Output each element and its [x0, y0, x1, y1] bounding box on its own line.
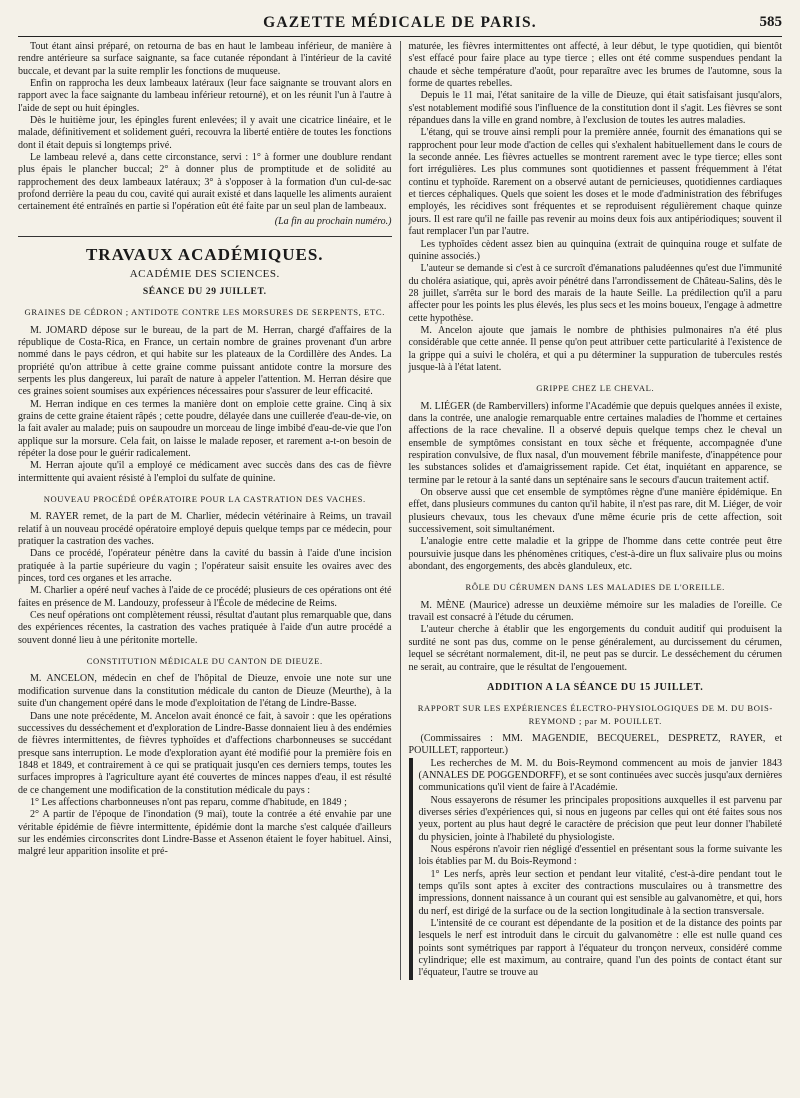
- paragraph: Enfin on rapprocha les deux lambeaux latéraux (leur face saignante se trouvant alors en rapport avec la face saignante du lambeau inférieur retourné), et on les réunit l'un à l'autre à l'aide de sept ou huit épingles.: [18, 78, 392, 114]
- paragraph: M. Herran ajoute qu'il a employé ce médicament avec succès dans des cas de fièvre intermittente qui avaient résisté à l'emploi du sulfate de quinine.: [18, 460, 392, 484]
- paragraph: Le lambeau relevé a, dans cette circonstance, servi : 1° à former une doublure rendant plus épais le plancher buccal; 2° à donner plus de promptitude et de solidité au rapprochement des deux lambeaux latéraux; 3° à s'opposer à la formation d'un cul-de-sac profond derrière la peau du cou, cavité qui aurait existé et dans laquelle les aliments auraient certainement été entraînés en partie si l'opération eût été faite par un seul plan de lambeaux.: [18, 152, 392, 213]
- paragraph: Nous espérons n'avoir rien négligé d'essentiel en présentant sous la forme suivante les lois établies par M. du Bois-Reymond :: [418, 843, 782, 868]
- paragraph: Dès le huitième jour, les épingles furent enlevées; il y avait une cicatrice linéaire, et le malade, définitivement et solidement guéri, recouvra la liberté entière de toutes les fonctions dont il était depuis si longtemps privé.: [18, 115, 392, 151]
- paragraph: M. Ancelon ajoute que jamais le nombre de phthisies pulmonaires n'a été plus considérable que cette année. Il pense qu'on peut attribuer cette particularité à l'existence de la grippe qui a suivi le choléra, et qui a pu déterminer la suppuration de tubercules restés jusque-là à l'état latent.: [408, 324, 782, 373]
- paragraph: L'analogie entre cette maladie et la grippe de l'homme dans cette contrée peut être poursuivie jusque dans les phénomènes critiques, c'est-à-dire un flux salivaire plus ou moins abondant, des engorgements, des abcès glanduleux, etc.: [408, 536, 782, 573]
- right-column: [401, 41, 783, 980]
- article-heading-cedron: GRAINES DE CÉDRON ; ANTIDOTE CONTRE LES MORSURES DE SERPENTS, ETC.: [24, 307, 385, 318]
- running-header: [18, 14, 782, 37]
- paragraph: Dans ce procédé, l'opérateur pénètre dans la cavité du bassin à l'aide d'une incision pratiquée à la partie supérieure du vagin ; l'opérateur saisit ensuite les ovaires avec des pinces, tord ces organes et les arrache.: [18, 548, 392, 585]
- paragraph: On observe aussi que cet ensemble de symptômes règne d'une manière épidémique. En effet, dans plusieurs communes du canton qu'il habite, il n'est pas rare, dit M. Liéger, de voir plusieurs chevaux, tous les chevaux d'une même écurie pris de cette affection, soit successivement, soit simultanément.: [408, 487, 782, 536]
- paragraph: M. Herran indique en ces termes la manière dont on emploie cette graine. Cinq à six grains de cette graine étaient râpés ; cette poudre, délayée dans une cuillerée d'eau-de-vie, on la fait avaler au malade; puis on saupoudre un morceau de linge imbibé d'eau-de-vie que l'on applique sur la morsure. Cela fait, on laisse le malade reposer, et rarement a-t-on besoin de répéter la dose pour le guérir radicalement.: [18, 398, 392, 459]
- paragraph: 2° A partir de l'époque de l'inondation (9 mai), toute la contrée a été envahie par une véritable épidémie de fièvre intermittente, épidémie dont la marche s'est calquée d'ailleurs sur les endémies circonscrites dont Lindre-Basse et Assenon étaient le foyer habituel. Ainsi, malgré leur apparition insolite et pré-: [18, 809, 392, 858]
- article-heading-cerumen: RÔLE DU CÉRUMEN DANS LES MALADIES DE L'OREILLE.: [465, 582, 725, 593]
- article-heading-grippe: GRIPPE CHEZ LE CHEVAL.: [536, 383, 655, 394]
- journal-title: GAZETTE MÉDICALE DE PARIS.: [263, 14, 537, 31]
- paragraph: M. RAYER remet, de la part de M. Charlier, médecin vétérinaire à Reims, un travail relatif à un nouveau procédé opératoire employé depuis quelque temps par ce médecin, pour pratiquer la castration des vaches.: [18, 511, 392, 548]
- section-title: TRAVAUX ACADÉMIQUES.: [85, 245, 324, 265]
- paragraph: Dans une note précédente, M. Ancelon avait énoncé ce fait, à savoir : que les opérations successives du desséchement et d'exploration de Lindre-Basse donnaient lieu à des endémies de fièvres intermittentes, de fièvres typhoïdes et d'affections charbonneuses se succédant presque sans interruption. Le mode d'exploration ayant été modifié pour la première fois en 1848 et 1849, et contrairement à ce qui se pratiquait jusqu'en ces derniers temps, toutes les surfaces impropres à l'agriculture ayant été couvertes de minces nappes d'eau, il est résulté de ce changement une modification de la constitution médicale du pays :: [18, 710, 392, 796]
- paragraph: Les recherches de M. M. du Bois-Reymond commencent au mois de janvier 1843 (ANNALES DE POGGENDORFF), et se sont continuées avec succès jusqu'aux dernières communications qu'il vient de faire à l'Académie.: [418, 757, 782, 794]
- paragraph: L'intensité de ce courant est dépendante de la position et de la distance des points par lesquels le nerf est introduit dans le circuit du galvanomètre : elle est nulle quand ces points sont symétriques par rapport à l'équateur du tronçon nerveux, considéré comme cylindrique; elle est maximum, au contraire, quand l'un des points de contact étant sur l'équateur, l'autre se trouve au: [418, 918, 782, 979]
- paragraph: M. Charlier a opéré neuf vaches à l'aide de ce procédé; plusieurs de ces opérations ont été faites en présence de M. Landouzy, professeur à l'École de médecine de Reims.: [18, 585, 392, 609]
- paragraph: L'étang, qui se trouve ainsi rempli pour la première année, fournit des émanations qui se rapprochent pour leur mode d'action de celles qui s'exhalent habituellement dans le cours de la seconde année. Les fièvres actuelles se montrent rarement avec le type tierce; elles sont fort irrégulières. Les plus communes sont quotidiennes et passent fréquemment à l'état continu et typhoïde. Rarement on a observé autant de pernicieuses, quotidiennes cardiaques et tierces céphaliques. Quels que soient les doses et le mode d'administration des fébrifuges employés, les récidives sont fréquentes et se reproduisent régulièrement chaque quinze jours. Il est rare qu'il ne faille pas revenir au moins deux fois aux antipériodiques; souvent il faut remplacer l'un par l'autre.: [408, 127, 782, 238]
- article-heading-dieuze: CONSTITUTION MÉDICALE DU CANTON DE DIEUZE.: [86, 656, 323, 667]
- rapport-body: [409, 758, 783, 980]
- rapport-heading: RAPPORT SUR LES EXPÉRIENCES ÉLECTRO-PHYSIOLOGIQUES DE M. DU BOIS-REYMOND ; par M. POUILLET.: [417, 703, 773, 726]
- paragraph: maturée, les fièvres intermittentes ont affecté, à leur début, le type quotidien, qui bientôt s'est effacé pour faire place au type tierce ; elles ont été comme suspendues pendant la chaude et sèche température d'août, pour reparaître avec les brumes de l'automne, sous la forme de quartes rebelles.: [408, 41, 782, 90]
- paragraph: Tout étant ainsi préparé, on retourna de bas en haut le lambeau inférieur, de manière à rendre antérieure sa surface saignante, sa face cutanée répondant à l'intérieur de la cavité buccale, et devant par la suite remplir les fonctions de muqueuse.: [18, 41, 392, 77]
- paragraph: M. LIÉGER (de Rambervillers) informe l'Académie que depuis quelques années il existe, dans la contrée, une analogie remarquable entre certaines maladies de l'homme et certaines affections de la race chevaline. Il a observé depuis quelque temps chez le cheval un ensemble de symptômes consistant en toux sèche et fréquente, accompagnée d'une respiration convulsive, de flux nasal, d'un mouvement fébrile manifeste, d'inappétence pour les substances solides et d'amaigrissement rapide. Cet état, inquiétant en apparence, se termine par le retour à la santé dans un septénaire sans le secours d'aucun traitement actif.: [408, 400, 782, 486]
- article-heading-castration: NOUVEAU PROCÉDÉ OPÉRATOIRE POUR LA CASTRATION DES VACHES.: [43, 494, 366, 504]
- paragraph: L'auteur se demande si c'est à ce surcroît d'émanations paludéennes qu'est due l'immunité du choléra asiatique, qui, après avoir pénétré dans l'arrondissement de Château-Salins, dès le 28 juillet, s'arrêta sur le bord des marais de la haute Seille. La prédilection qu'il a paru affecter pour les points les plus élevés, les plus secs et les moins boueux, l'engage à admettre cette hypothèse.: [408, 263, 782, 324]
- continued-note: (La fin au prochain numéro.): [274, 215, 392, 227]
- academy-heading: ACADÉMIE DES SCIENCES.: [129, 267, 280, 280]
- addition-heading: ADDITION A LA SÉANCE DU 15 JUILLET.: [487, 681, 704, 693]
- paragraph: Les typhoïdes cèdent assez bien au quinquina (extrait de quinquina rouge et sulfate de quinine associés.): [408, 238, 782, 262]
- paragraph: Ces neuf opérations ont complètement réussi, résultat d'autant plus remarquable que, dans des expériences récentes, la castration des vaches pratiquée à l'aide d'un autre procédé a souvent donné lieu à une péritonite mortelle.: [18, 610, 392, 646]
- page-number: 585: [759, 14, 782, 30]
- paragraph: Depuis le 11 mai, l'état sanitaire de la ville de Dieuze, qui était satisfaisant jusqu'alors, s'est notablement modifié sous l'influence de la constitution dont il s'agit. Les fièvres se sont répandues dans la ville en grand nombre, à l'exclusion de toutes les autres maladies.: [408, 90, 782, 127]
- divider: [18, 236, 392, 237]
- paragraph: 1° Les affections charbonneuses n'ont pas reparu, comme d'habitude, en 1849 ;: [30, 796, 347, 808]
- commissaires-line: (Commissaires : MM. MAGENDIE, BECQUEREL, DESPRETZ, RAYER, et POUILLET, rapporteur.): [408, 732, 782, 757]
- paragraph: 1° Les nerfs, après leur section et pendant leur vitalité, c'est-à-dire pendant tout le temps qu'ils sont aptes à exciter des contractions musculaires ou à transmettre des impressions, donnent naissance à un courant qui est sensible au galvanomètre, et qui, hors du nerf, est dirigé de la surface ou de la section longitudinale à la section transversale.: [418, 868, 782, 917]
- two-column-body: [18, 41, 782, 980]
- paragraph: M. MÈNE (Maurice) adresse un deuxième mémoire sur les maladies de l'oreille. Ce travail est consacré à l'étude du cérumen.: [408, 599, 782, 624]
- session-heading: SÉANCE DU 29 JUILLET.: [142, 286, 267, 297]
- left-column: [18, 41, 401, 980]
- paragraph: Nous essayerons de résumer les principales propositions auxquelles il est parvenu par diverses séries d'expériences qui, si nous en jugeons par celles qui ont été faites sous nos yeux, portent au plus haut degré le caractère de précision que peut leur donner l'habileté du physicien, jointe à l'habileté du physiologiste.: [418, 794, 782, 843]
- paragraph: M. ANCELON, médecin en chef de l'hôpital de Dieuze, envoie une note sur une modification survenue dans la constitution médicale du canton de Dieuze (Meurthe), à la suite d'un changement opéré dans le mode d'exploitation de l'étang de Lindre-Basse.: [18, 673, 392, 710]
- paragraph: M. JOMARD dépose sur le bureau, de la part de M. Herran, chargé d'affaires de la république de Costa-Rica, en France, un certain nombre de graines provenant d'un arbre nommé dans le pays cédron, et qui habite sur les plateaux de la Cordillère des Andes. La propriété qu'on attribue à cette graine comme puissant antidote contre la morsure des serpents les plus dangereux, lui paraît de nature à appeler l'attention. M. Herran désire que ces graines soient soumises aux expériences nécessaires pour s'assurer de leur efficacité.: [18, 324, 392, 398]
- paragraph: L'auteur cherche à établir que les engorgements du conduit auditif qui produisent la surdité ne sont pas dus, comme on le pense généralement, au durcissement du cérumen, lequel se sécrétant normalement, dit-il, ne peut pas se durcir. Le desséchement du cérumen ne serait, au contraire, que le résultat de l'engouement.: [408, 624, 782, 673]
